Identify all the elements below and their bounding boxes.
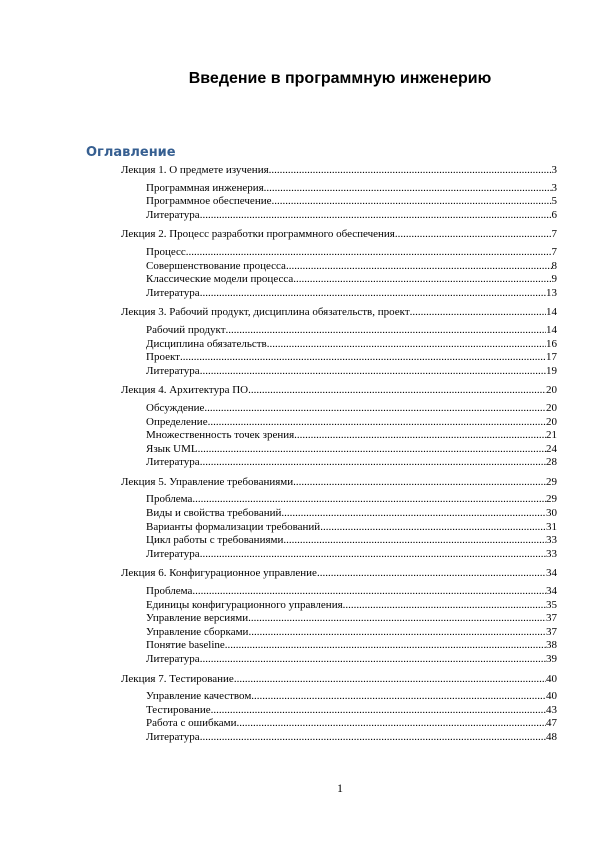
toc-page-number: 39 xyxy=(546,653,557,665)
toc-section-entry[interactable] xyxy=(121,521,557,535)
toc-section-entry[interactable] xyxy=(121,612,557,626)
toc-dot-leader xyxy=(293,273,551,287)
toc-dot-leader xyxy=(264,182,552,196)
toc-entry-title: Рабочий продукт xyxy=(146,323,226,336)
toc-entry-title: Управление версиями xyxy=(146,612,249,625)
toc-section-entry[interactable] xyxy=(121,351,557,365)
toc-dot-leader xyxy=(200,365,546,379)
toc-dot-leader xyxy=(204,402,546,416)
toc-dot-leader xyxy=(200,548,546,562)
toc-dot-leader xyxy=(320,521,546,535)
toc-page-number: 28 xyxy=(546,456,557,469)
toc-dot-leader xyxy=(267,338,546,352)
toc-section-entry[interactable] xyxy=(121,195,557,209)
toc-dot-leader xyxy=(294,429,546,443)
toc-section-entry[interactable] xyxy=(121,585,557,599)
toc-section-entry[interactable] xyxy=(121,639,557,653)
toc-lecture-group xyxy=(121,228,557,300)
toc-section-entry[interactable] xyxy=(121,287,557,301)
toc-page-number: 29 xyxy=(546,493,557,506)
toc-dot-leader xyxy=(283,534,546,548)
toc-entry-title: Лекция 2. Процесс разработки программного обеспечения xyxy=(121,228,395,241)
toc-section-entry[interactable] xyxy=(121,260,557,274)
toc-page-number: 17 xyxy=(546,351,557,364)
toc-dot-leader xyxy=(271,195,551,209)
toc-section-entry[interactable] xyxy=(121,402,557,416)
toc-page-number: 35 xyxy=(546,598,557,611)
toc-page-number: 5 xyxy=(551,195,557,208)
toc-section-entry[interactable] xyxy=(121,209,557,223)
toc-section-entry[interactable] xyxy=(121,731,557,745)
toc-entry-title: Дисциплина обязательств xyxy=(146,337,267,350)
toc-entry-title: Определение xyxy=(146,415,208,428)
toc-dot-leader xyxy=(200,653,546,667)
toc-entry-title: Лекция 5. Управление требованиями xyxy=(121,475,294,488)
toc-section-entry[interactable] xyxy=(121,626,557,640)
toc-entry-title: Единицы конфигурационного управления xyxy=(146,598,343,611)
toc-section-entry[interactable] xyxy=(121,690,557,704)
toc-page-number: 24 xyxy=(546,442,557,455)
toc-entry-title: Программная инженерия xyxy=(146,181,264,194)
toc-section-entry[interactable] xyxy=(121,548,557,562)
toc-entry-title: Программное обеспечение xyxy=(146,195,272,208)
toc-section-entry[interactable] xyxy=(121,717,557,731)
toc-page-number: 34 xyxy=(546,585,557,598)
toc-dot-leader xyxy=(395,228,552,242)
toc-entry-title: Обсуждение xyxy=(146,401,205,414)
toc-section-entry[interactable] xyxy=(121,365,557,379)
toc-page-number: 21 xyxy=(546,429,557,442)
toc-section-entry[interactable] xyxy=(121,599,557,613)
toc-entry-title: Виды и свойства требований xyxy=(146,507,282,520)
toc-entry-title: Лекция 3. Рабочий продукт, дисциплина обязательств, проект xyxy=(121,306,410,319)
toc-dot-leader xyxy=(200,209,552,223)
toc-dot-leader xyxy=(226,324,546,338)
toc-page-number: 40 xyxy=(546,690,557,703)
toc-page-number: 7 xyxy=(551,228,557,241)
toc-page-number: 3 xyxy=(551,181,557,194)
toc-dot-leader xyxy=(269,164,552,178)
toc-lecture-entry[interactable] xyxy=(121,228,557,242)
toc-dot-leader xyxy=(180,351,546,365)
toc-entry-title: Литература xyxy=(146,286,200,299)
toc-page-number: 14 xyxy=(546,323,557,336)
toc-lecture-entry[interactable] xyxy=(121,384,557,398)
toc-entry-title: Лекция 1. О предмете изучения xyxy=(121,164,269,176)
toc-dot-leader xyxy=(186,246,552,260)
toc-dot-leader xyxy=(192,585,546,599)
toc-section-entry[interactable] xyxy=(121,246,557,260)
toc-entry-title: Литература xyxy=(146,364,200,377)
toc-section-entry[interactable] xyxy=(121,534,557,548)
toc-dot-leader xyxy=(281,507,546,521)
toc-dot-leader xyxy=(208,416,546,430)
toc-entry-title: Язык UML xyxy=(146,442,198,455)
toc-section-entry[interactable] xyxy=(121,653,557,667)
toc-dot-leader xyxy=(293,476,546,490)
toc-section-entry[interactable] xyxy=(121,704,557,718)
toc-page-number: 30 xyxy=(546,507,557,520)
toc-page-number: 8 xyxy=(551,259,557,272)
toc-dot-leader xyxy=(251,690,546,704)
toc-dot-leader xyxy=(200,731,546,745)
toc-entry-title: Тестирование xyxy=(146,703,211,716)
toc-dot-leader xyxy=(248,612,546,626)
toc-section-entry[interactable] xyxy=(121,443,557,457)
toc-entry-title: Лекция 4. Архитектура ПО xyxy=(121,384,249,397)
toc-page-number: 37 xyxy=(546,625,557,638)
toc-page-number: 7 xyxy=(551,245,557,258)
toc-entry-title: Управление сборками xyxy=(146,625,249,638)
toc-lecture-entry[interactable] xyxy=(121,567,557,581)
toc-page-number: 3 xyxy=(551,164,557,176)
toc-entry-title: Проблема xyxy=(146,585,193,598)
toc-entry-title: Лекция 6. Конфигурационное управление xyxy=(121,567,317,580)
toc-page-number: 33 xyxy=(546,534,557,547)
toc-page-number: 19 xyxy=(546,364,557,377)
toc-page-number: 47 xyxy=(546,717,557,730)
toc-section-entry[interactable] xyxy=(121,493,557,507)
toc-entry-title: Классические модели процесса xyxy=(146,273,294,286)
toc-dot-leader xyxy=(225,639,546,653)
toc-page-number: 38 xyxy=(546,639,557,652)
toc-dot-leader xyxy=(317,567,546,581)
toc-entry-title: Управление качеством xyxy=(146,690,252,703)
toc-dot-leader xyxy=(286,260,552,274)
toc-section-entry[interactable] xyxy=(121,456,557,470)
document-title: Введение в программную инженерию xyxy=(188,70,492,87)
toc-page-number: 20 xyxy=(546,401,557,414)
toc-lecture-entry[interactable] xyxy=(121,673,557,687)
toc-dot-leader xyxy=(237,717,546,731)
toc-lecture-group xyxy=(121,164,557,222)
toc-entry-title: Проект xyxy=(146,351,180,364)
toc-dot-leader xyxy=(192,493,546,507)
toc-page-number: 43 xyxy=(546,703,557,716)
toc-lecture-entry[interactable] xyxy=(121,476,557,490)
toc-entry-title: Понятие baseline xyxy=(146,639,225,652)
toc-page-number: 20 xyxy=(546,415,557,428)
toc-dot-leader xyxy=(211,704,546,718)
toc-page-number: 34 xyxy=(546,567,557,580)
toc-entry-title: Процесс xyxy=(146,245,186,258)
toc-page-number: 16 xyxy=(546,337,557,350)
toc-dot-leader xyxy=(234,673,546,687)
toc-section-entry[interactable] xyxy=(121,338,557,352)
toc-page-number: 20 xyxy=(546,384,557,397)
toc-page-number: 33 xyxy=(546,547,557,560)
toc-page-number: 31 xyxy=(546,520,557,533)
toc-page-number: 40 xyxy=(546,672,557,685)
toc-lecture-group xyxy=(121,673,557,745)
toc-dot-leader xyxy=(343,599,546,613)
toc-dot-leader xyxy=(410,306,546,320)
toc-entry-title: Варианты формализации требований xyxy=(146,520,321,533)
toc-page-number: 14 xyxy=(546,306,557,319)
toc-dot-leader xyxy=(200,456,546,470)
toc-lecture-group xyxy=(121,476,557,562)
toc-entry-title: Проблема xyxy=(146,493,193,506)
page-number: 1 xyxy=(337,781,343,795)
toc-dot-leader xyxy=(248,384,546,398)
toc-entry-title: Совершенствование процесса xyxy=(146,259,286,272)
toc-page-number: 9 xyxy=(551,273,557,286)
toc-section-entry[interactable] xyxy=(121,416,557,430)
toc-dot-leader xyxy=(198,443,546,457)
table-of-contents xyxy=(121,164,557,751)
toc-entry-title: Литература xyxy=(146,456,200,469)
toc-section-entry[interactable] xyxy=(121,273,557,287)
toc-lecture-group xyxy=(121,384,557,470)
toc-entry-title: Работа с ошибками xyxy=(146,717,237,730)
toc-entry-title: Множественность точек зрения xyxy=(146,429,295,442)
toc-section-entry[interactable] xyxy=(121,324,557,338)
toc-dot-leader xyxy=(200,287,546,301)
toc-lecture-entry[interactable] xyxy=(121,306,557,320)
toc-page-number: 29 xyxy=(546,475,557,488)
toc-lecture-group xyxy=(121,306,557,378)
toc-lecture-entry[interactable] xyxy=(121,164,557,178)
toc-page-number: 13 xyxy=(546,286,557,299)
toc-page-number: 48 xyxy=(546,730,557,743)
toc-page-number: 6 xyxy=(551,208,557,221)
toc-section-entry[interactable] xyxy=(121,182,557,196)
toc-dot-leader xyxy=(248,626,546,640)
toc-page-number: 37 xyxy=(546,612,557,625)
toc-section-entry[interactable] xyxy=(121,429,557,443)
toc-entry-title: Литература xyxy=(146,730,200,743)
toc-entry-title: Цикл работы с требованиями xyxy=(146,534,284,547)
toc-lecture-group xyxy=(121,567,557,666)
toc-section-entry[interactable] xyxy=(121,507,557,521)
toc-entry-title: Лекция 7. Тестирование xyxy=(121,672,234,685)
toc-heading: Оглавление xyxy=(86,145,176,160)
toc-entry-title: Литература xyxy=(146,653,200,665)
toc-entry-title: Литература xyxy=(146,547,200,560)
toc-entry-title: Литература xyxy=(146,208,200,221)
